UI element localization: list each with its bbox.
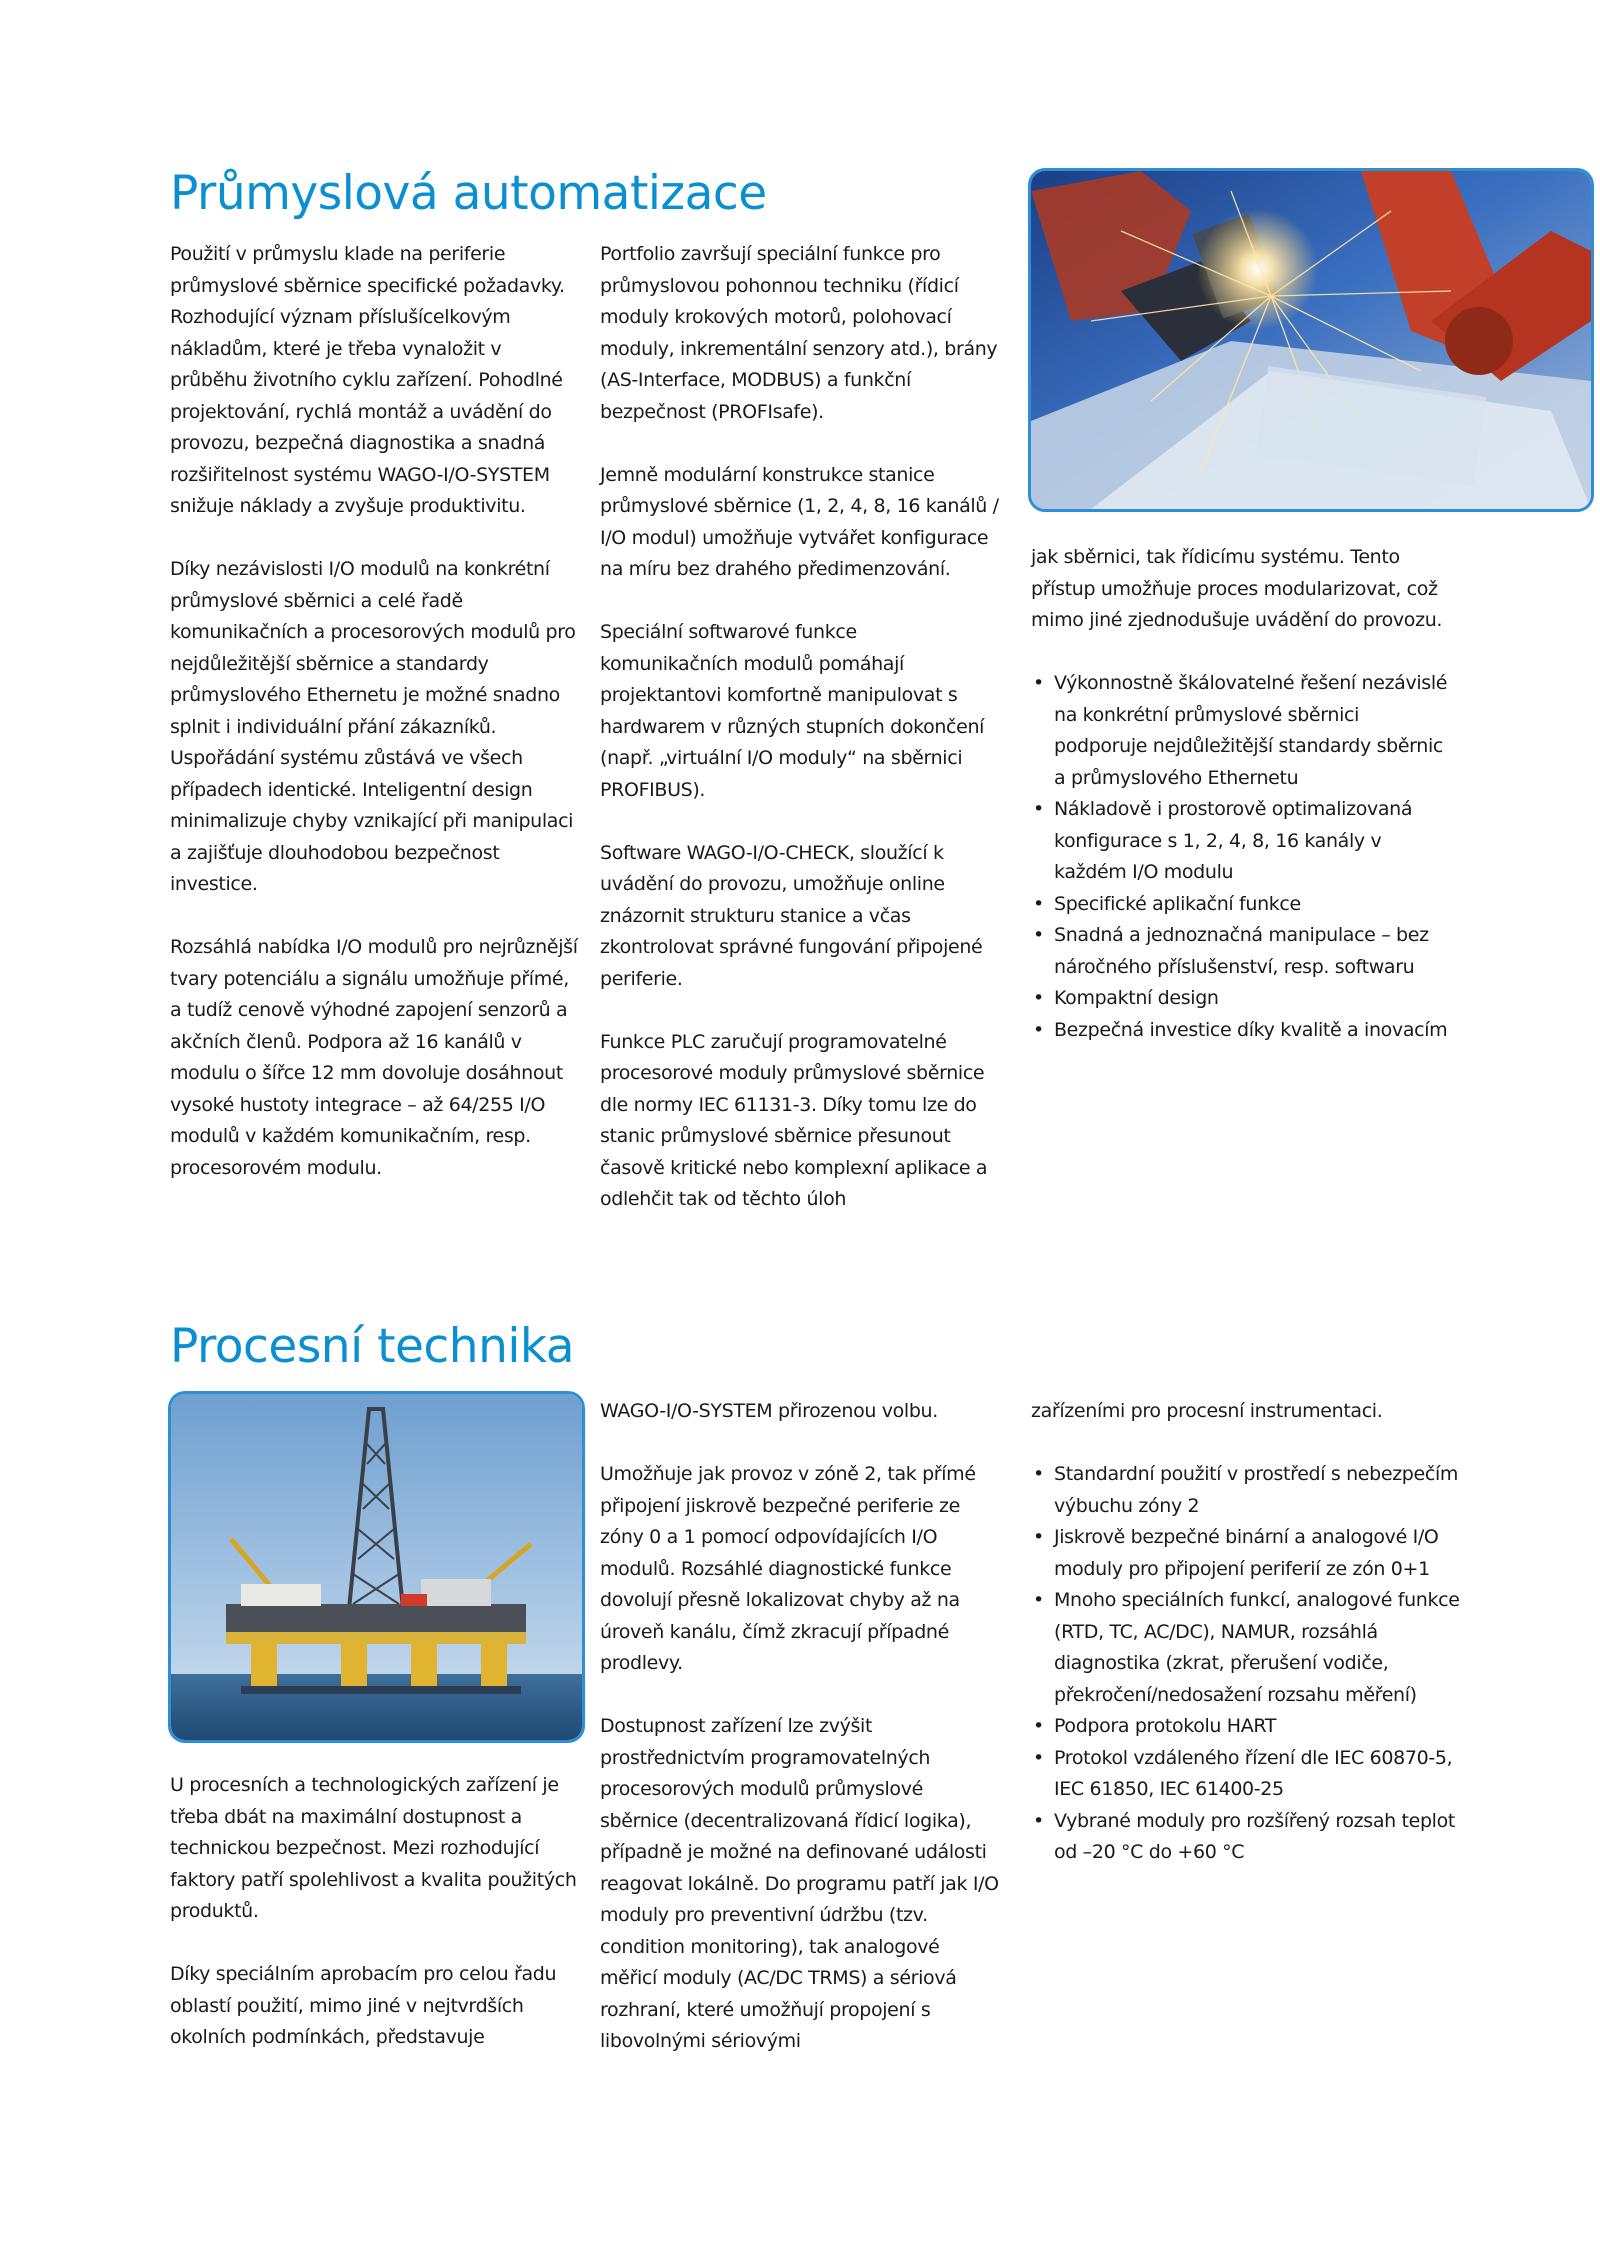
process-feature-list — [1031, 1459, 1471, 1869]
industrial-feature-list — [1031, 668, 1451, 1046]
paragraph: WAGO-I/O-SYSTEM přirozenou volbu. — [600, 1400, 938, 1422]
list-item: • Bezpečná investice díky kvalitě a inovacím — [1031, 1015, 1451, 1047]
list-item: • Snadná a jednoznačná manipulace – bez náročného příslušenství, resp. softwaru — [1031, 920, 1451, 983]
paragraph: Použití v průmyslu klade na periferie průmyslové sběrnice specifické požadavky. Rozhodující význam příslušícelkovým nákladům, které je třeba vynaložit v průběhu životního cyklu zařízení. Pohodlné projektování, rychlá montáž a uvádění do provozu, bezpečná diagnostika a snadná rozšiřitelnost systému WAGO-I/O-SYSTEM snižuje náklady a zvyšuje produktivitu. — [170, 243, 565, 517]
paragraph: zařízeními pro procesní instrumentaci. — [1031, 1400, 1383, 1422]
paragraph: Jemně modulární konstrukce stanice průmyslové sběrnice (1, 2, 4, 8, 16 kanálů / I/O modul) umožňuje vytvářet konfigurace na míru bez drahého předimenzování. — [600, 463, 999, 580]
process-column-1 — [170, 1770, 580, 2054]
paragraph: Software WAGO-I/O-CHECK, sloužící k uvádění do provozu, umožňuje online znázornit strukturu stanice a včas zkontrolovat správné fungování připojené periferie. — [600, 841, 983, 990]
paragraph: Funkce PLC zaručují programovatelné procesorové moduly průmyslové sběrnice dle normy IEC 61131-3. Díky tomu lze do stanic průmyslové sběrnice přesunout časově kritické nebo komplexní aplikace a odlehčit tak od těchto úloh — [600, 1030, 988, 1210]
paragraph: Portfolio završují speciální funkce pro průmyslovou pohonnou techniku (řídicí moduly krokových motorů, polohovací moduly, inkrementální senzory atd.), brány (AS-Interface, MODBUS) a funkční bezpečnost (PROFIsafe). — [600, 243, 998, 423]
paragraph: Dostupnost zařízení lze zvýšit prostřednictvím programovatelných procesorových modulů průmyslové sběrnice (decentralizovaná řídicí logika), případně je možné na definované události reagovat lokálně. Do programu patří jak I/O moduly pro preventivní údržbu (tzv. condition monitoring), tak analogové měřicí moduly (AC/DC TRMS) a sériová rozhraní, které umožňují propojení s libovolnými sériovými — [600, 1715, 999, 2052]
list-item: • Protokol vzdáleného řízení dle IEC 60870-5, IEC 61850, IEC 61400-25 — [1031, 1743, 1471, 1806]
paragraph: Speciální softwarové funkce komunikačních modulů pomáhají projektantovi komfortně manipulovat s hardwarem v různých stupních dokončení (např. „virtuální I/O moduly“ na sběrnici PROFIBUS). — [600, 621, 985, 801]
paragraph: Díky speciálním aprobacím pro celou řadu oblastí použití, mimo jiné v nejtvrdších okolních podmínkách, představuje — [170, 1963, 557, 2048]
industrial-column-3 — [1031, 542, 1451, 1046]
process-column-3 — [1031, 1396, 1471, 1869]
welding-robot-photo — [1031, 171, 1591, 509]
oil-platform-illustration — [171, 1394, 582, 1740]
section-title-industrial-automation: Průmyslová automatizace — [170, 166, 767, 221]
list-item: • Vybrané moduly pro rozšířený rozsah teplot od –20 °C do +60 °C — [1031, 1806, 1471, 1869]
industrial-column-1 — [170, 239, 580, 1184]
list-item: • Nákladově i prostorově optimalizovaná konfigurace s 1, 2, 4, 8, 16 kanály v každém I/O modulu — [1031, 794, 1451, 889]
list-item: • Jiskrově bezpečné binární a analogové I/O moduly pro připojení periferií ze zón 0+1 — [1031, 1522, 1471, 1585]
oil-platform-photo — [171, 1394, 582, 1740]
industrial-column-2 — [600, 239, 1000, 1216]
list-item: • Specifické aplikační funkce — [1031, 889, 1451, 921]
process-column-2 — [600, 1396, 1000, 2058]
paragraph: jak sběrnici, tak řídicímu systému. Tento přístup umožňuje proces modularizovat, což mimo jiné zjednodušuje uvádění do provozu. — [1031, 546, 1443, 631]
paragraph: Umožňuje jak provoz v zóně 2, tak přímé připojení jiskrově bezpečné periferie ze zóny 0 a 1 pomocí odpovídajících I/O modulů. Rozsáhlé diagnostické funkce dovolují přesně lokalizovat chyby až na úroveň kanálu, čímž zkracují případné prodlevy. — [600, 1463, 976, 1674]
paragraph: Díky nezávislosti I/O modulů na konkrétní průmyslové sběrnici a celé řadě komunikačních a procesorových modulů pro nejdůležitější sběrnice a standardy průmyslového Ethernetu je možné snadno splnit i individuální přání zákazníků. Uspořádání systému zůstává ve všech případech identické. Inteligentní design minimalizuje chyby vznikající při manipulaci a zajišťuje dlouhodobou bezpečnost investice. — [170, 558, 576, 895]
list-item: • Standardní použití v prostředí s nebezpečím výbuchu zóny 2 — [1031, 1459, 1471, 1522]
section-title-process-technology: Procesní technika — [170, 1319, 575, 1374]
list-item: • Výkonnostně škálovatelné řešení nezávislé na konkrétní průmyslové sběrnici podporuje nejdůležitější standardy sběrnic a průmyslového Ethernetu — [1031, 668, 1451, 794]
list-item: • Mnoho speciálních funkcí, analogové funkce (RTD, TC, AC/DC), NAMUR, rozsáhlá diagnostika (zkrat, přerušení vodiče, překročení/nedosažení rozsahu měření) — [1031, 1585, 1471, 1711]
paragraph: U procesních a technologických zařízení je třeba dbát na maximální dostupnost a technickou bezpečnost. Mezi rozhodující faktory patří spolehlivost a kvalita použitých produktů. — [170, 1774, 577, 1922]
list-item: • Podpora protokolu HART — [1031, 1711, 1471, 1743]
welding-robot-illustration — [1031, 171, 1591, 509]
list-item: • Kompaktní design — [1031, 983, 1451, 1015]
paragraph: Rozsáhlá nabídka I/O modulů pro nejrůznější tvary potenciálu a signálu umožňuje přímé, a tudíž cenově výhodné zapojení senzorů a akčních členů. Podpora až 16 kanálů v modulu o šířce 12 mm dovoluje dosáhnout vysoké hustoty integrace – až 64/255 I/O modulů v každém komunikačním, resp. procesorovém modulu. — [170, 936, 578, 1179]
